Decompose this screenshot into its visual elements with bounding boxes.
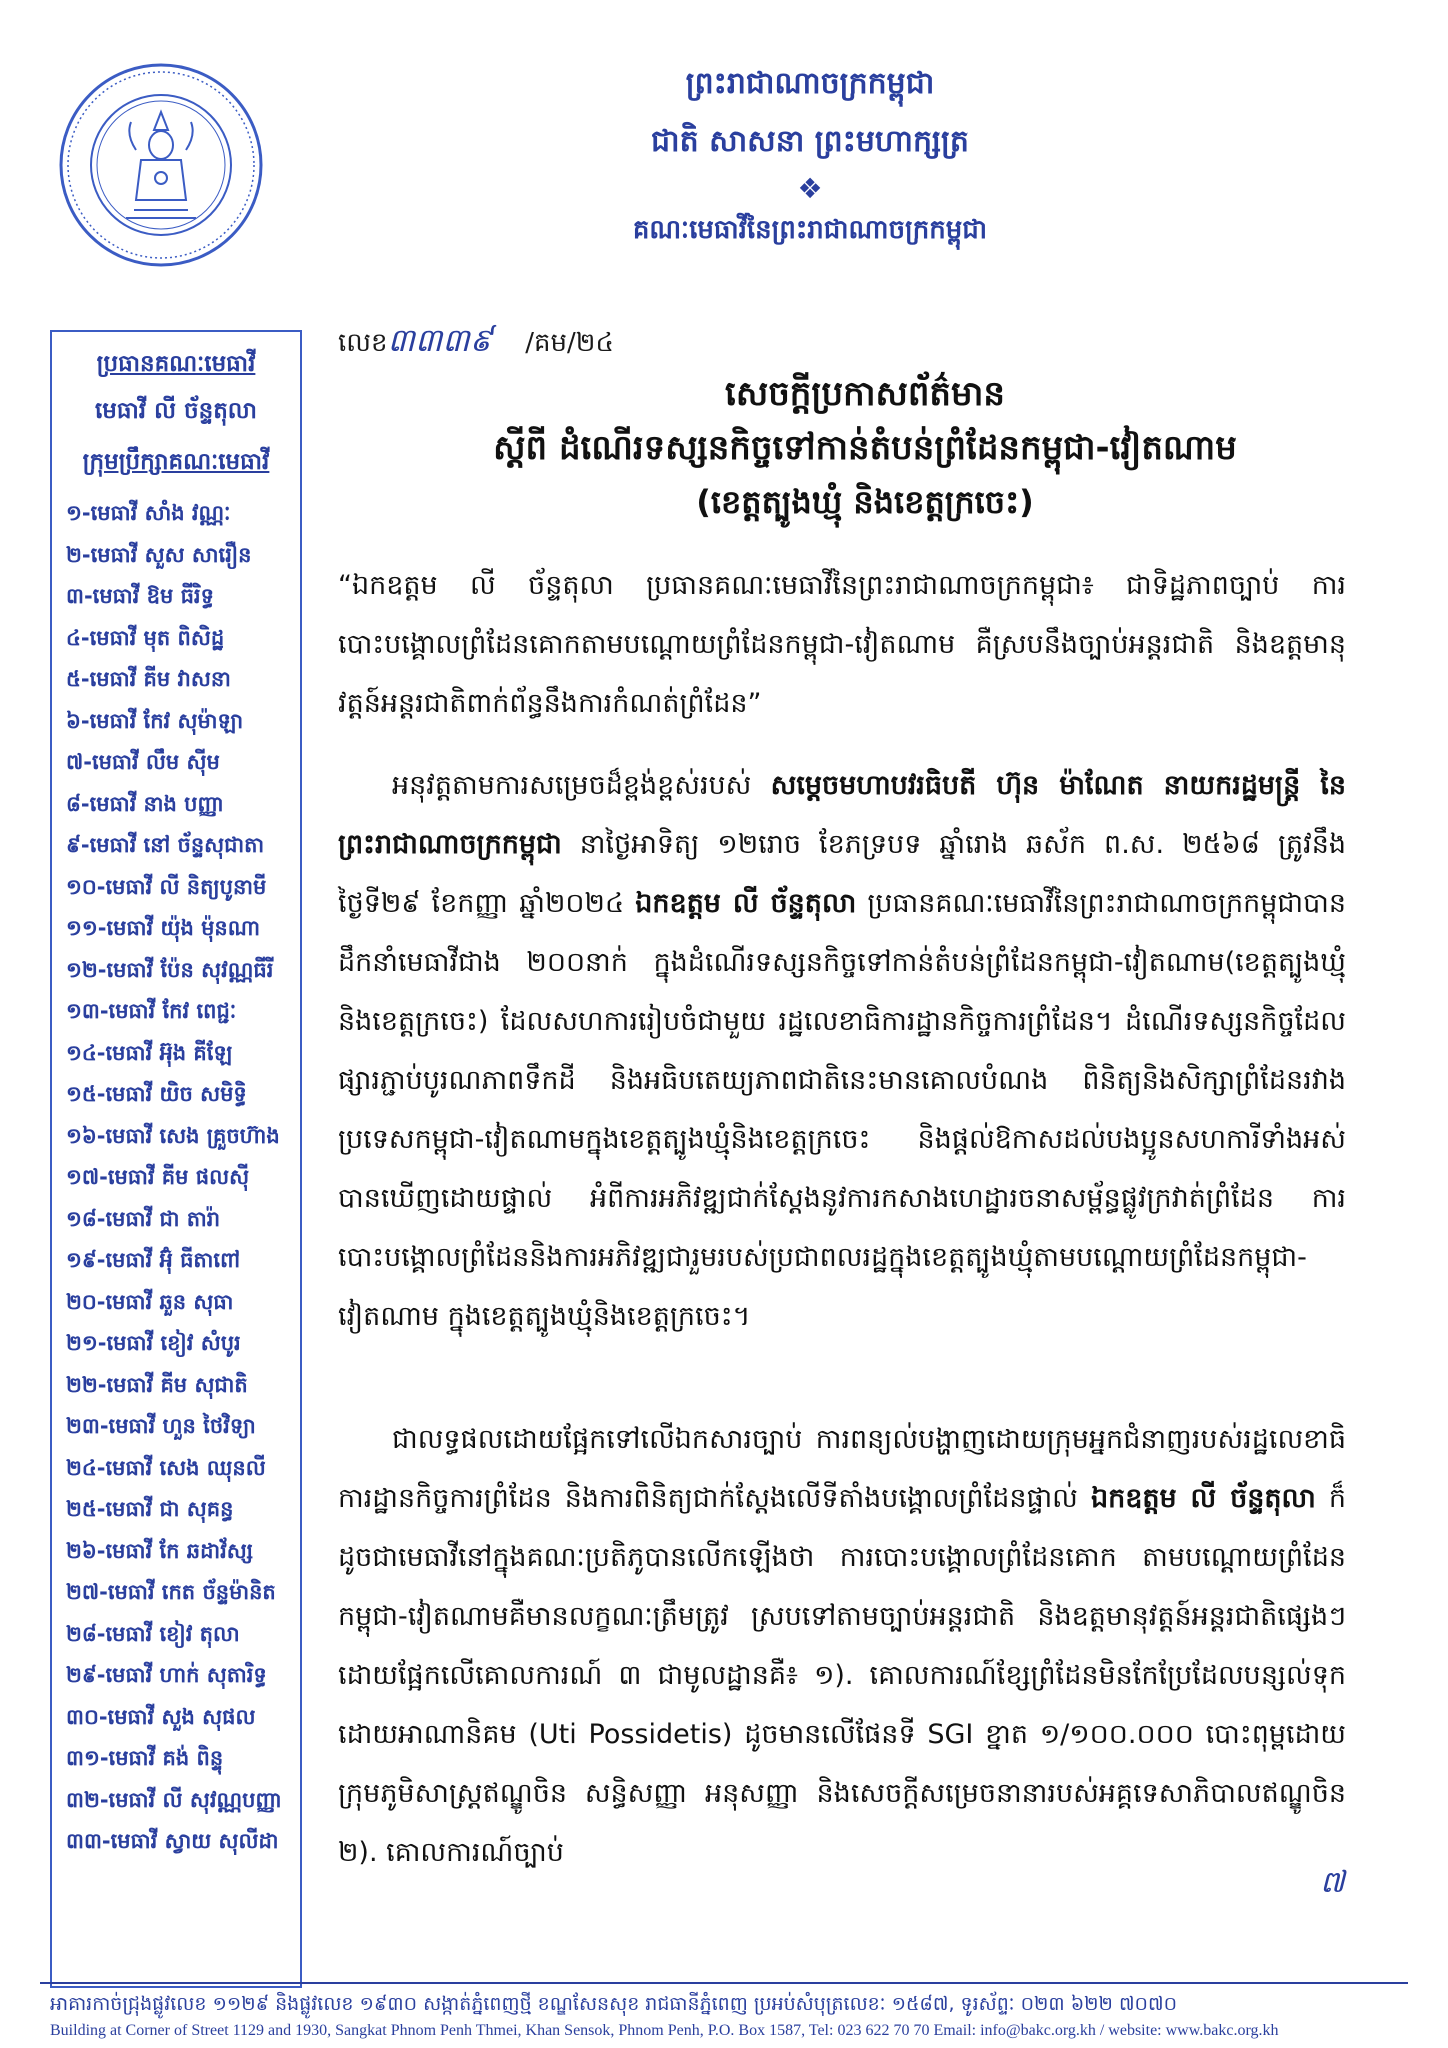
document-location: (ខេត្តត្បូងឃ្មុំ និងខេត្តក្រចេះ)	[696, 483, 1034, 521]
list-item: ១៣-មេធាវី កែវ ពេជ្ជៈ	[66, 999, 237, 1023]
list-item: ១៦-មេធាវី សេង គ្រួចហ៊ាង	[66, 1123, 280, 1148]
bar-association-seal	[56, 60, 266, 270]
list-item: ១-មេធាវី សាំង វណ្ណៈ	[66, 501, 231, 525]
organization-name: គណៈមេធាវីនៃព្រះរាជាណាចក្រកម្ពុជា	[632, 215, 988, 245]
list-item: ១៩-មេធាវី អ៊ុំ ធីតាពៅ	[66, 1248, 241, 1272]
list-item: ២៤-មេធាវី សេង ឈុនលី	[66, 1455, 266, 1480]
list-item: ២៩-មេធាវី ហាក់ សុតារិទ្ធ	[66, 1663, 267, 1687]
reference-prefix: លេខ	[338, 328, 388, 358]
list-item: ៦-មេធាវី កែវ សុម៉ាឡា	[66, 708, 244, 733]
list-item: ១២-មេធាវី ប៉ែន សុវណ្ណធីរី	[66, 957, 274, 982]
footer-divider	[40, 1982, 1408, 1984]
document-subtitle: ស្តីពី ដំណើរទស្សនកិច្ចទៅកាន់តំបន់ព្រំដែនកម្ពុជា-វៀតណាម	[493, 428, 1237, 468]
list-item: ២១-មេធាវី ខៀវ សំបូរ	[66, 1331, 241, 1355]
footer-address-khmer: អាគារកាច់ជ្រុងផ្លូវលេខ ១១២៩ និងផ្លូវលេខ ១៩៣០ សង្កាត់ភ្នំពេញថ្មី ខណ្ឌសែនសុខ រាជធានីភ្នំពេញ ប្រអប់សំបុត្រលេខៈ ១៥៨៧, ទូរស័ព្ទៈ ០២៣ ៦២២ ៧០៧០	[50, 1993, 1178, 2015]
list-item: ៣១-មេធាវី គង់ ពិន្ទុ	[66, 1746, 224, 1770]
letterhead	[560, 60, 1060, 251]
list-item: ៣២-មេធាវី លី សុវណ្ណបញ្ញា	[66, 1787, 282, 1812]
paragraph-2	[338, 1410, 1346, 1882]
list-item: ១០-មេធាវី លី និត្យបូនាមី	[66, 874, 267, 899]
list-item: ១៨-មេធាវី ជា តារ៉ា	[66, 1206, 221, 1231]
paragraph-1	[338, 756, 1346, 1346]
list-item: ៣៣-មេធាវី ស្វាយ សុលីដា	[66, 1829, 279, 1853]
p2-text-a: ជាលទ្ធផលដោយផ្អែកទៅលើឯកសារច្បាប់ ការពន្យល់បង្ហាញដោយក្រុមអ្នកជំនាញរបស់រដ្ឋលេខាធិការដ្ឋានកិច្ចការព្រំដែន និងការពិនិត្យជាក់ស្តែងលើទីតាំងបង្គោលព្រំដែនផ្ទាល់	[338, 1424, 1346, 1514]
list-item: ២៧-មេធាវី កេត ច័ន្ទម៉ានិត	[66, 1580, 276, 1604]
p1-text-c: នាថ្ងៃអាទិត្យ ១២រោច ខែភទ្របទ ឆ្នាំរោង ឆស័ក ព.ស. ២៥៦៨ ត្រូវនឹងថ្ងៃទី២៩ ខែកញ្ញា ឆ្នាំ២០២៤	[338, 829, 1346, 919]
list-item: ៩-មេធាវី នៅ ច័ន្ទសុជាតា	[66, 833, 265, 857]
list-item: ៣០-មេធាវី សួង សុផល	[66, 1704, 256, 1729]
list-item: ២២-មេធាវី គីម សុជាតិ	[66, 1372, 248, 1397]
page-mark: ៧	[1320, 1865, 1345, 1900]
list-item: ១៥-មេធាវី យិច សមិទ្ធិ	[66, 1082, 247, 1106]
council-title: ក្រុមប្រឹក្សាគណៈមេធាវី	[82, 449, 270, 475]
p1-text-a: អនុវត្តតាមការសម្រេចដ៏ខ្ពង់ខ្ពស់របស់	[392, 770, 771, 801]
council-sidebar	[50, 330, 302, 1988]
p2-text-c: ក៏ដូចជាមេធាវីនៅក្នុងគណៈប្រតិភូបានលើកឡើងថា ការបោះបង្គោលព្រំដែនគោក តាមបណ្តោយព្រំដែនកម្ពុជា-វៀតណាមគឺមានលក្ខណៈត្រឹមត្រូវ ស្របទៅតាមច្បាប់អន្តរជាតិ និងឧត្តមានុវត្តន៍អន្តរជាតិផ្សេងៗដោយផ្អែកលើគោលការណ៍ ៣ ជាមូលដ្ឋានគឺ៖ ១). គោលការណ៍ខ្សែព្រំដែនមិនកែប្រែដែលបន្សល់ទុកដោយអាណានិគម (Uti Possidetis) ដូចមានលើផែនទី SGI ខ្នាត ១/១០០.០០០ បោះពុម្ពដោយក្រុមភូមិសាស្ត្រឥណ្ឌូចិន សន្ធិសញ្ញា អនុសញ្ញា និងសេចក្តីសម្រេចនានារបស់អគ្គទេសាភិបាលឥណ្ឌូចិន ២). គោលការណ៍ច្បាប់	[338, 1483, 1346, 1868]
list-item: ២-មេធាវី សួស សារឿន	[66, 542, 252, 567]
list-item: ២៥-មេធាវី ជា សុគន្ធ	[66, 1497, 234, 1521]
p2-text-b: ឯកឧត្តម លី ច័ន្ទតុលា	[1090, 1483, 1316, 1514]
reference-number	[338, 320, 614, 367]
president-title: ប្រធានគណៈមេធាវី	[96, 351, 256, 377]
president-name: មេធាវី លី ច័ន្ទតុលា	[94, 398, 257, 424]
list-item: ១៤-មេធាវី អ៊ុង គីឡែ	[66, 1040, 233, 1065]
p1-text-e: ប្រធានគណៈមេធាវីនៃព្រះរាជាណាចក្រកម្ពុជាបានដឹកនាំមេធាវីជាង ២០០នាក់ ក្នុងដំណើរទស្សនកិច្ចទៅកាន់តំបន់ព្រំដែនកម្ពុជា-វៀតណាម(ខេត្តត្បូងឃ្មុំ និងខេត្តក្រចេះ) ដែលសហការរៀបចំជាមួយ រដ្ឋលេខាធិការដ្ឋានកិច្ចការព្រំដែន។ ដំណើរទស្សនកិច្ចដែលផ្សារភ្ជាប់បូរណភាពទឹកដី និងអធិបតេយ្យភាពជាតិនេះមានគោលបំណង ពិនិត្យនិងសិក្សាព្រំដែនរវាងប្រទេសកម្ពុជា-វៀតណាមក្នុងខេត្តត្បូងឃ្មុំនិងខេត្តក្រចេះ និងផ្តល់ឱកាសដល់បងប្អូនសហការីទាំងអស់បានឃើញដោយផ្ទាល់ អំពីការអភិវឌ្ឍជាក់ស្តែងនូវការកសាងហេដ្ឋារចនាសម្ព័ន្ធផ្លូវក្រវាត់ព្រំដែន ការបោះបង្គោលព្រំដែននិងការអភិវឌ្ឍជារួមរបស់ប្រជាពលរដ្ឋក្នុងខេត្តត្បូងឃ្មុំតាមបណ្តោយព្រំដែនកម្ពុជា-វៀតណាម ក្នុងខេត្តត្បូងឃ្មុំនិងខេត្តក្រចេះ។	[338, 888, 1346, 1332]
footer-address-english: Building at Corner of Street 1129 and 1930, Sangkat Phnom Penh Thmei, Khan Sensok, Phnom Penh, P.O. Box 1587, Tel: 023 622 70 70 Email: info@bakc.org.kh / website: www.bakc.org.kh	[50, 2022, 1279, 2039]
reference-suffix: /គម/២៤	[525, 328, 614, 358]
list-item: ២០-មេធាវី ឆួន សុធា	[66, 1289, 234, 1314]
list-item: ២៨-មេធាវី ខៀវ តុលា	[66, 1621, 240, 1646]
list-item: ១១-មេធាវី យ៉ុង ម៉ុនណា	[66, 916, 261, 940]
list-item: ៨-មេធាវី នាង បញ្ញា	[66, 791, 224, 816]
list-item: ៥-មេធាវី គីម វាសនា	[66, 667, 231, 691]
document-title: សេចក្តីប្រកាសព័ត៌មាន	[725, 374, 1005, 414]
p1-text-b: សម្តេចមហាបវរធិបតី ហ៊ុន ម៉ាណែត នាយករដ្ឋមន្ត្រី នៃព្រះរាជាណាចក្រកម្ពុជា	[338, 770, 1347, 860]
council-member-list	[52, 493, 300, 1863]
reference-handwritten-number: ៣៣៣៩	[387, 321, 493, 359]
list-item: ៧-មេធាវី លឹម ស៊ីម	[66, 750, 220, 774]
p1-text-d: ឯកឧត្តម លី ច័ន្ទតុលា	[635, 888, 857, 919]
quote-paragraph: “ឯកឧត្តម លី ច័ន្ទតុលា ប្រធានគណៈមេធាវីនៃព្រះរាជាណាចក្រកម្ពុជា៖ ជាទិដ្ឋភាពច្បាប់ ការបោះបង្គោលព្រំដែនគោកតាមបណ្តោយព្រំដែនកម្ពុជា-វៀតណាម គឺស្របនឹងច្បាប់អន្តរជាតិ និងឧត្តមានុវត្តន៍អន្តរជាតិពាក់ព័ន្ធនឹងការកំណត់ព្រំដែន”	[338, 570, 1346, 719]
list-item: ៣-មេធាវី ឱម ធីរិទ្ធ	[66, 584, 214, 608]
motto-line: ជាតិ សាសនា ព្រះមហាក្សត្រ	[651, 124, 969, 159]
list-item: ២៣-មេធាវី ហួន ថៃវិទ្យា	[66, 1414, 256, 1438]
list-item: ២៦-មេធាវី កែ ឆដាវ័ស្ស	[66, 1538, 253, 1563]
list-item: ១៧-មេធាវី គីម ផលស៊ី	[66, 1165, 250, 1189]
ornament-icon: ❖	[797, 172, 823, 205]
list-item: ៤-មេធាវី មុត ពិសិដ្ឋ	[66, 625, 225, 650]
kingdom-line: ព្រះរាជាណាចក្រកម្ពុជា	[685, 66, 935, 101]
